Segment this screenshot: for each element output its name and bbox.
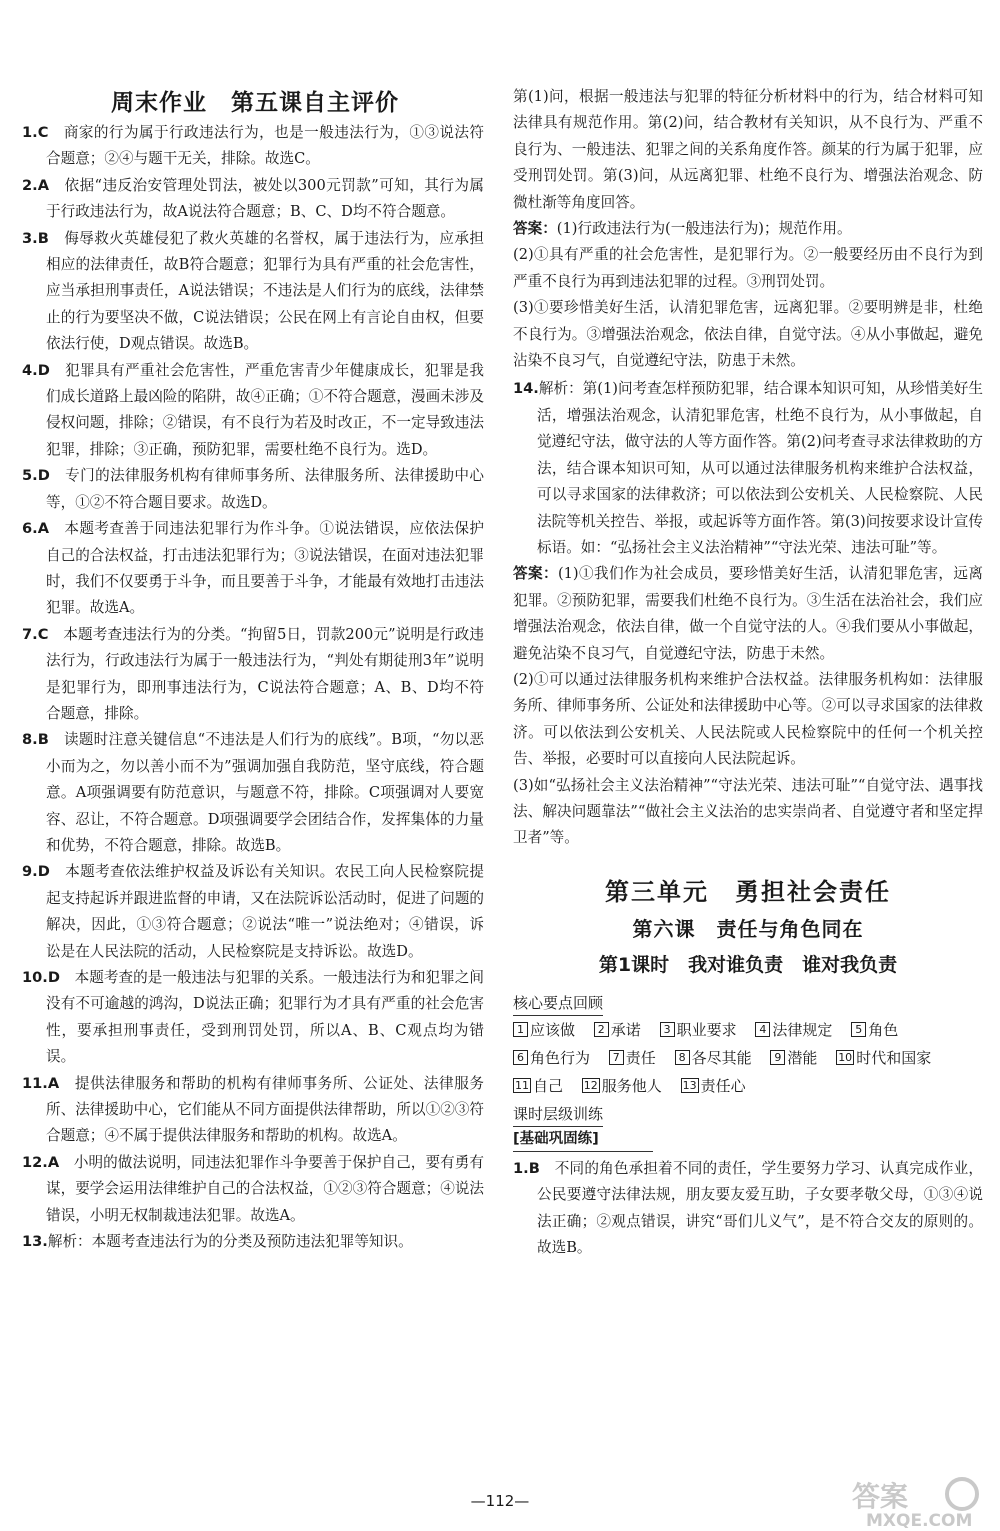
key-point-number: 10: [838, 1050, 853, 1064]
answer-item-text: 专门的法律服务机构有律师事务所、法律服务所、法律援助中心等，①②不符合题目要求。故选D。: [46, 467, 484, 511]
basic-heading: [基础巩固练]: [513, 1127, 653, 1152]
q14-answer-2: (2)①可以通过法律服务机构来维护合法权益。法律服务机构如：法律服务所、律师事务所、公证处和法律援助中心等。②可以寻求国家的法律救济。可以依法到公安机关、人民法院或人民检察院中的任何一个机关控告、举报，必要时可以直接向人民法院起诉。: [513, 670, 983, 768]
q14-number: 14.: [513, 380, 539, 398]
key-point-text: 潜能: [787, 1048, 818, 1067]
q13-analysis: 第(1)问，根据一般违法与犯罪的特征分析材料中的行为，结合材料可知法律具有规范作用。第(2)问，结合教材有关知识，从不良行为、严重不良行为、一般违法、犯罪之间的关系角度作答。颜某的行为属于犯罪，应受刑罚处罚。第(3)问，从远离犯罪、杜绝不良行为、增强法治观念、防微杜渐等角度回答。: [513, 88, 983, 211]
answer-item: [22, 226, 484, 358]
lesson-title: 第六课 责任与角色同在: [632, 916, 864, 941]
q13-answer-3: (3)①要珍惜美好生活，认清犯罪危害，远离犯罪。②要明辨是非，杜绝不良行为。③增强法治观念，依法自律，自觉守法。④从小事做起，避免沾染不良习气，自觉遵纪守法，防患于未然。: [513, 299, 983, 370]
answer-item-number: 9.D: [22, 863, 50, 881]
key-point-number: 12: [583, 1078, 598, 1092]
watermark-icon: [846, 1476, 986, 1528]
key-point: [513, 1021, 575, 1039]
basic-item: [513, 1156, 983, 1262]
q14-answer-1-text: (1)①我们作为社会成员，要珍惜美好生活，认清犯罪危害，远离犯罪。②预防犯罪，需要我们杜绝不良行为。③生活在法治社会，我们应增强法治观念，依法自律，做一个自觉守法的人。④我们要从小事做起，避免沾染不良习气，自觉遵纪守法，防患于未然。: [513, 565, 983, 662]
answer-item-number: 2.A: [22, 176, 49, 194]
key-point-text: 自己: [533, 1076, 564, 1095]
key-point: [660, 1021, 737, 1039]
q13-answer-1: [513, 216, 983, 242]
key-point-text: 角色: [868, 1020, 899, 1039]
answer-item-text: 侮辱救火英雄侵犯了救火英雄的名誉权，属于违法行为，应承担相应的法律责任，故B符合题意；犯罪行为具有严重的社会危害性，应当承担刑事责任，A说法错误；不违法是人们行为的底线，法律禁止的行为要坚决不做，C说法错误；公民在网上有言论自由权，但要依法行使，D观点错误。故选B。: [46, 229, 484, 353]
answer-item-number: 1.C: [22, 124, 49, 141]
answer-item-text: 商家的行为属于行政违法行为，也是一般违法行为，①③说法符合题意；②④与题干无关，排除。故选C。: [46, 124, 484, 168]
key-point-number: 1: [513, 1022, 528, 1037]
unit-title: 第三单元 勇担社会责任: [605, 877, 891, 906]
q14-analysis-block: [513, 376, 983, 561]
left-column: [22, 120, 484, 1255]
key-point: [770, 1049, 817, 1067]
answer-item-number: 12.A: [22, 1153, 60, 1171]
q13-answer-2: (2)①具有严重的社会危害性，是犯罪行为。②一般要经历由不良行为到严重不良行为再到违法犯罪的过程。③刑罚处罚。: [513, 246, 983, 290]
key-point: [836, 1049, 931, 1067]
answer-item-text: 本题考查依法维护权益及诉讼有关知识。农民工向人民检察院提起支持起诉并跟进监督的申请，又在法院诉讼活动时，促进了问题的解决，因此，①③符合题意；②说法“唯一”说法绝对；④错误，诉讼是在人民法院的活动，人民检察院是支持诉讼。故选D。: [46, 863, 484, 960]
answer-item-text: 本题考查的是一般违法与犯罪的关系。一般违法行为和犯罪之间没有不可逾越的鸿沟，D说法正确；犯罪行为才具有严重的社会危害性，要承担刑事责任，受到刑罚处罚，所以A、B、C观点均为错误。: [46, 969, 484, 1066]
page-title: 周末作业 第五课自主评价: [111, 90, 399, 116]
key-point-number: 6: [513, 1050, 528, 1065]
answer-item-text: 读题时注意关键信息“不违法是人们行为的底线”。B项，“勿以恶小而为之，勿以善小而不为”强调加强自我防范，坚守底线，符合题意。A项强调要有防范意识，与题意不符，排除。C项强调对人要宽容、忍让，不符合题意。D项强调要学会团结合作，发挥集体的力量和优势，不符合题意，排除。故选B。: [46, 731, 484, 854]
key-point-text: 责任: [625, 1048, 656, 1067]
q13-answer-1-text: (1)行政违法行为(一般违法行为)；规范作用。: [556, 220, 852, 238]
answer-item-number: 7.C: [22, 625, 49, 643]
answer-item: [22, 1229, 484, 1255]
key-point-text: 法律规定: [772, 1020, 833, 1039]
answer-item: [22, 622, 484, 728]
watermark-logo: [846, 1476, 986, 1528]
answer-item: [22, 965, 484, 1071]
page-number: —112—: [470, 1492, 530, 1510]
answer-item-number: 8.B: [22, 731, 49, 749]
answer-item-text: 本题考查善于同违法犯罪行为作斗争。①说法错误，应依法保护自己的合法权益，打击违法犯罪行为；③说法错误，在面对违法犯罪时，我们不仅要勇于斗争，而且要善于斗争，才能最有效地打击违法犯罪。故选A。: [46, 520, 484, 617]
key-point: [681, 1077, 746, 1095]
key-point-number: 13: [682, 1078, 697, 1092]
key-point-text: 角色行为: [530, 1048, 591, 1067]
period-title: 第1课时 我对谁负责 谁对我负责: [598, 953, 898, 976]
key-point-number: 4: [755, 1022, 770, 1037]
answer-item-text: 提供法律服务和帮助的机构有律师事务所、公证处、法律服务所、法律援助中心，它们能从不同方面提供法律帮助，所以①②③符合题意；④不属于提供法律服务和帮助的机构。故选A。: [46, 1074, 484, 1145]
answer-label: 答案：: [513, 565, 558, 583]
key-point-text: 责任心: [700, 1076, 746, 1095]
answer-item-text: 小明的做法说明，同违法犯罪作斗争要善于保护自己，要有勇有谋，要学会运用法律维护自己的合法权益，①②③符合题意；④说法错误，小明无权制裁违法犯罪。故选A。: [46, 1153, 484, 1224]
answer-item: [22, 1150, 484, 1229]
answer-item-text: 解析：本题考查违法行为的分类及预防违法犯罪等知识。: [47, 1233, 413, 1251]
answer-item-number: 11.A: [22, 1074, 60, 1092]
basic-item-text: 不同的角色承担着不同的责任，学生要努力学习、认真完成作业，公民要遵守法律法规，朋友要友爱互助，子女要孝敬父母，①③④说法正确；②观点错误，讲究“哥们儿义气”，是不符合交友的原则的。故选B。: [537, 1159, 983, 1256]
answer-item-number: 4.D: [22, 361, 50, 379]
key-point: [609, 1049, 656, 1067]
answer-item: [22, 516, 484, 622]
key-point-number: 11: [515, 1078, 529, 1092]
answer-item: [22, 859, 484, 965]
answer-item-text: 犯罪具有严重社会危害性，严重危害青少年健康成长，犯罪是我们成长道路上最凶险的陷阱，故④正确；①不符合题意，漫画未涉及侵权问题，排除；②错误，有不良行为若及时改正，不一定导致违法犯罪，排除；③正确，预防犯罪，需要杜绝不良行为。选D。: [46, 361, 484, 458]
key-point-text: 服务他人: [601, 1076, 662, 1095]
answer-item: [22, 173, 484, 226]
key-point-number: 2: [594, 1022, 609, 1037]
answer-item-number: 5.D: [22, 467, 50, 485]
key-point: [594, 1021, 641, 1039]
key-point-number: 9: [770, 1050, 785, 1065]
answer-item-number: 13.: [22, 1233, 48, 1251]
key-point-number: 5: [851, 1022, 866, 1037]
key-point: [851, 1021, 898, 1039]
answer-label: 答案：: [513, 220, 557, 238]
key-point: [755, 1021, 832, 1039]
key-point-text: 各尽其能: [691, 1048, 752, 1067]
q14-answer-3: (3)如“弘扬社会主义法治精神”“守法光荣、违法可耻”“自觉守法、遇事找法、解决问题靠法”“做社会主义法治的忠实崇尚者、自觉遵守者和坚定捍卫者”等。: [513, 776, 983, 847]
key-point: [675, 1049, 752, 1067]
watermark-text-domain: MXQE.COM: [866, 1511, 973, 1528]
key-point-text: 时代和国家: [856, 1048, 932, 1067]
key-point-text: 应该做: [530, 1020, 576, 1039]
key-point-text: 承诺: [610, 1020, 641, 1039]
answer-item: [22, 463, 484, 516]
key-points-heading: 核心要点回顾: [513, 991, 603, 1016]
key-point-text: 职业要求: [676, 1020, 737, 1039]
answer-item: [22, 727, 484, 859]
key-point-number: 7: [609, 1050, 624, 1065]
answer-item: [22, 1071, 484, 1150]
answer-item-text: 依据“违反治安管理处罚法，被处以300元罚款”可知，其行为属于行政违法行为，故A说法符合题意；B、C、D均不符合题意。: [46, 176, 484, 221]
key-point: [513, 1049, 590, 1067]
answer-item-text: 本题考查违法行为的分类。“拘留5日，罚款200元”说明是行政违法行为，行政违法行为属于一般违法行为，“判处有期徒刑3年”说明是犯罪行为，即刑事违法行为，C说法符合题意；A、B、D均不符合题意，排除。: [46, 625, 484, 722]
q14-answer-1: [513, 561, 983, 667]
key-point: [513, 1077, 563, 1095]
answer-item: [22, 358, 484, 464]
answer-item-number: 3.B: [22, 229, 49, 247]
key-point: [582, 1077, 662, 1095]
key-points-list: [513, 1016, 983, 1100]
key-point-number: 8: [675, 1050, 690, 1065]
training-heading: 课时层级训练: [513, 1102, 603, 1127]
right-column: [513, 84, 983, 1261]
q14-analysis: 解析：第(1)问考查怎样预防犯罪，结合课本知识可知，从珍惜美好生活，增强法治观念，认清犯罪危害，杜绝不良行为，从小事做起，自觉遵纪守法，做守法的人等方面作答。第(2)问考查寻求法律救助的方法，结合课本知识可知，从可以通过法律服务机构来维护合法权益，可以寻求国家的法律救济；可以依法到公安机关、人民检察院、人民法院等机关控告、举报，或起诉等方面作答。第(3)问按要求设计宣传标语。如：“弘扬社会主义法治精神”“守法光荣、违法可耻”等。: [537, 380, 983, 556]
basic-items-list: [513, 1156, 983, 1262]
watermark-text-main: 答案: [852, 1480, 909, 1513]
answer-list-left: [22, 120, 484, 1255]
basic-item-number: 1.B: [513, 1159, 540, 1177]
answer-item-number: 6.A: [22, 520, 49, 538]
answer-item-number: 10.D: [22, 969, 60, 986]
key-point-number: 3: [660, 1022, 675, 1037]
answer-item: [22, 120, 484, 173]
watermark-circle: [947, 1479, 977, 1509]
